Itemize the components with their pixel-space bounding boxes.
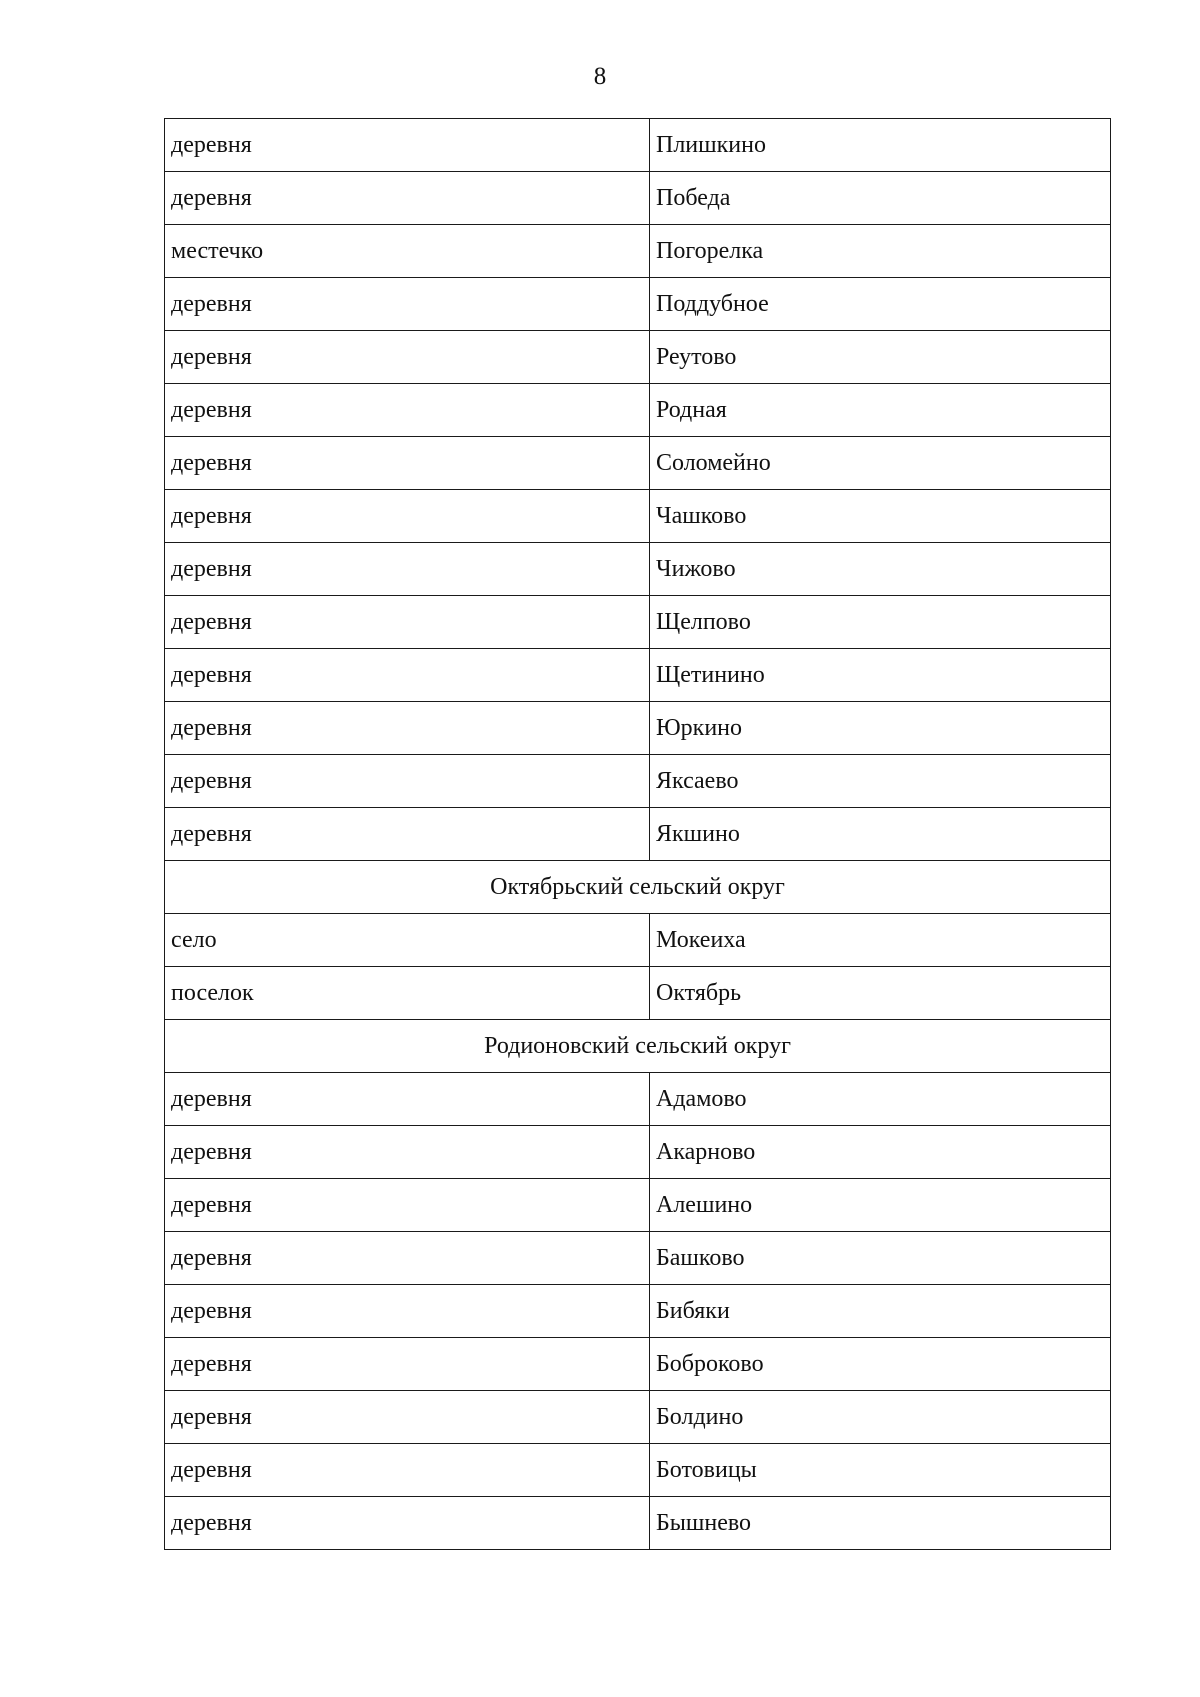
settlement-name-cell: Юркино (650, 702, 1111, 755)
settlement-name-cell: Плишкино (650, 119, 1111, 172)
settlement-name-cell: Октябрь (650, 967, 1111, 1020)
settlement-type-cell: деревня (165, 384, 650, 437)
table-row (165, 755, 1111, 808)
table-row (165, 1285, 1111, 1338)
settlement-name-cell: Башково (650, 1232, 1111, 1285)
settlement-type-cell: деревня (165, 1338, 650, 1391)
settlement-type-cell: деревня (165, 172, 650, 225)
settlement-name-cell: Погорелка (650, 225, 1111, 278)
section-header-row (165, 1020, 1111, 1073)
settlement-name-cell: Мокеиха (650, 914, 1111, 967)
settlements-table-body (165, 119, 1111, 1550)
settlement-type-cell: деревня (165, 437, 650, 490)
settlement-name-cell: Адамово (650, 1073, 1111, 1126)
settlement-name-cell: Поддубное (650, 278, 1111, 331)
settlement-type-cell: поселок (165, 967, 650, 1020)
table-row (165, 1444, 1111, 1497)
settlement-name-cell: Бышнево (650, 1497, 1111, 1550)
settlement-name-cell: Яксаево (650, 755, 1111, 808)
settlement-name-cell: Щелпово (650, 596, 1111, 649)
settlement-type-cell: деревня (165, 331, 650, 384)
settlement-name-cell: Щетинино (650, 649, 1111, 702)
table-row (165, 331, 1111, 384)
table-row (165, 1338, 1111, 1391)
settlements-table-container (164, 118, 1110, 1550)
settlement-type-cell: деревня (165, 702, 650, 755)
settlement-type-cell: деревня (165, 1285, 650, 1338)
table-row (165, 225, 1111, 278)
settlement-name-cell: Боброково (650, 1338, 1111, 1391)
settlement-name-cell: Родная (650, 384, 1111, 437)
settlement-type-cell: деревня (165, 1179, 650, 1232)
settlement-type-cell: деревня (165, 543, 650, 596)
table-row (165, 914, 1111, 967)
settlement-name-cell: Акарново (650, 1126, 1111, 1179)
table-row (165, 278, 1111, 331)
table-row (165, 1126, 1111, 1179)
settlement-type-cell: деревня (165, 490, 650, 543)
settlement-name-cell: Чижово (650, 543, 1111, 596)
table-row (165, 1497, 1111, 1550)
settlement-type-cell: деревня (165, 596, 650, 649)
settlement-name-cell: Алешино (650, 1179, 1111, 1232)
page-number: 8 (593, 63, 607, 90)
settlement-type-cell: деревня (165, 278, 650, 331)
settlement-name-cell: Победа (650, 172, 1111, 225)
table-row (165, 490, 1111, 543)
table-row (165, 1391, 1111, 1444)
table-row (165, 967, 1111, 1020)
settlement-type-cell: деревня (165, 1073, 650, 1126)
settlement-type-cell: деревня (165, 1126, 650, 1179)
settlement-name-cell: Чашково (650, 490, 1111, 543)
section-title: Родионовский сельский округ (165, 1020, 1111, 1073)
settlement-type-cell: местечко (165, 225, 650, 278)
table-row (165, 384, 1111, 437)
settlement-type-cell: деревня (165, 1444, 650, 1497)
settlement-name-cell: Якшино (650, 808, 1111, 861)
settlement-type-cell: деревня (165, 649, 650, 702)
settlements-table (164, 118, 1111, 1550)
table-row (165, 649, 1111, 702)
table-row (165, 119, 1111, 172)
table-row (165, 1232, 1111, 1285)
settlement-type-cell: деревня (165, 1232, 650, 1285)
settlement-type-cell: деревня (165, 808, 650, 861)
table-row (165, 172, 1111, 225)
settlement-type-cell: деревня (165, 1497, 650, 1550)
section-header-row (165, 861, 1111, 914)
settlement-name-cell: Соломейно (650, 437, 1111, 490)
table-row (165, 596, 1111, 649)
section-title: Октябрьский сельский округ (165, 861, 1111, 914)
table-row (165, 702, 1111, 755)
settlement-type-cell: деревня (165, 755, 650, 808)
settlement-name-cell: Ботовицы (650, 1444, 1111, 1497)
settlement-name-cell: Реутово (650, 331, 1111, 384)
table-row (165, 1179, 1111, 1232)
settlement-type-cell: деревня (165, 1391, 650, 1444)
settlement-type-cell: село (165, 914, 650, 967)
settlement-type-cell: деревня (165, 119, 650, 172)
settlement-name-cell: Бибяки (650, 1285, 1111, 1338)
settlement-name-cell: Болдино (650, 1391, 1111, 1444)
table-row (165, 808, 1111, 861)
table-row (165, 543, 1111, 596)
table-row (165, 437, 1111, 490)
table-row (165, 1073, 1111, 1126)
